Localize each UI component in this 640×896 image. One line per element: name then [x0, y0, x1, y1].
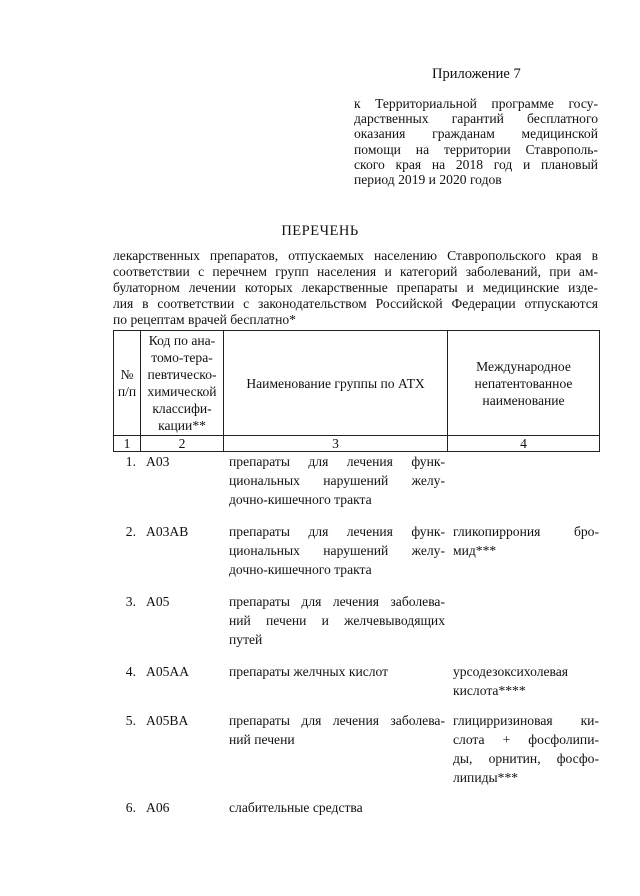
appendix-line: ского края на 2018 год и плановый: [354, 156, 598, 172]
group-name-line: препараты для лечения заболева-: [229, 713, 445, 728]
group-name: [229, 452, 445, 509]
header-line: томо-тера-: [151, 350, 213, 365]
atc-code: A05BA: [146, 713, 189, 728]
atc-code: A05: [146, 594, 170, 609]
inn-name: [453, 711, 599, 787]
inn-name-line: урсодезоксихолевая: [453, 664, 569, 679]
group-name-line: путей: [229, 632, 263, 647]
header-line: п/п: [117, 384, 137, 399]
inn-name-line: кислота****: [453, 683, 526, 698]
header-line: кации**: [158, 418, 206, 433]
appendix-line: помощи на территории Ставрополь-: [354, 141, 598, 157]
appendix-line: дарственных гарантий бесплатного: [354, 111, 598, 127]
table-row: [113, 522, 599, 592]
column-number: 2: [141, 436, 224, 452]
group-name: [229, 798, 445, 817]
header-line: Международное: [476, 358, 571, 374]
subtitle-line: соответствии с перечнем групп населения и категорий заболеваний, при ам-: [113, 264, 598, 279]
header-line: непатентованное: [474, 375, 573, 391]
row-number: 3.: [125, 594, 136, 609]
table-row: [113, 452, 599, 522]
document-subtitle: [113, 248, 598, 328]
inn-name-line: гликопиррония бро-: [453, 524, 599, 539]
column-number: 3: [224, 436, 448, 452]
subtitle-line: лекарственных препаратов, отпускаемых населению Ставропольского края в: [113, 248, 598, 263]
subtitle-line: булаторном лечении которых лекарственные препараты и медицинские изде-: [113, 280, 598, 295]
inn-name-line: липиды***: [453, 770, 519, 785]
document-heading: ПЕРЕЧЕНЬ: [281, 223, 359, 239]
header-group-name: [224, 331, 448, 436]
table-row: [113, 662, 599, 711]
row-number: 4.: [125, 664, 136, 679]
group-name-line: препараты желчных кислот: [229, 664, 389, 679]
medicines-table-header: [113, 330, 600, 452]
group-name-line: циональных нарушений желу-: [229, 543, 445, 558]
header-number: [114, 331, 141, 436]
row-number: 1.: [125, 454, 136, 469]
column-number: 1: [114, 436, 141, 452]
group-name-line: дочно-кишечного тракта: [229, 562, 372, 577]
table-row: [113, 711, 599, 798]
medicines-table-body: [113, 452, 599, 828]
header-inn: [448, 331, 600, 436]
group-name: [229, 592, 445, 649]
column-number: 4: [448, 436, 600, 452]
group-name-line: циональных нарушений желу-: [229, 473, 445, 488]
header-line: классифи-: [152, 401, 212, 416]
group-name: [229, 711, 445, 749]
inn-name: [453, 662, 599, 700]
inn-name: [453, 522, 599, 560]
header-line: №: [120, 367, 134, 382]
header-line: химической: [147, 384, 217, 399]
inn-name-line: глицирризиновая ки-: [453, 713, 599, 728]
subtitle-line: по рецептам врачей бесплатно*: [113, 312, 296, 327]
group-name-line: ний печени: [229, 732, 295, 747]
inn-name-line: мид***: [453, 543, 497, 558]
header-atc-code: [141, 331, 224, 436]
group-name-line: дочно-кишечного тракта: [229, 492, 372, 507]
row-number: 6.: [125, 800, 136, 815]
group-name: [229, 662, 445, 681]
group-name-line: препараты для лечения заболева-: [229, 594, 445, 609]
group-name: [229, 522, 445, 579]
appendix-reference: [354, 96, 598, 187]
table-row: [113, 798, 599, 828]
atc-code: A03: [146, 454, 170, 469]
header-line: наименование: [482, 392, 565, 408]
row-number: 5.: [125, 713, 136, 728]
appendix-title: Приложение 7: [432, 66, 521, 82]
appendix-line: к Территориальной программе госу-: [354, 96, 598, 111]
atc-code: A06: [146, 800, 170, 815]
header-line: Код по ана-: [148, 333, 216, 348]
group-name-line: слабительные средства: [229, 800, 363, 815]
inn-name-line: ды, орнитин, фосфо-: [453, 751, 599, 766]
atc-code: A05AA: [146, 664, 190, 679]
table-row: [113, 592, 599, 662]
appendix-line: оказания гражданам медицинской: [354, 126, 598, 142]
row-number: 2.: [125, 524, 136, 539]
header-line: певтическо-: [147, 367, 217, 382]
inn-name-line: слота + фосфолипи-: [453, 732, 599, 747]
appendix-line: период 2019 и 2020 годов: [354, 172, 502, 188]
header-line: Наименование группы по АТХ: [246, 375, 425, 391]
group-name-line: препараты для лечения функ-: [229, 524, 445, 539]
group-name-line: препараты для лечения функ-: [229, 454, 445, 469]
subtitle-line: лия в соответствии с законодательством Российской Федерации отпускаются: [113, 296, 598, 311]
atc-code: A03AB: [146, 524, 189, 539]
group-name-line: ний печени и желчевыводящих: [229, 613, 445, 628]
